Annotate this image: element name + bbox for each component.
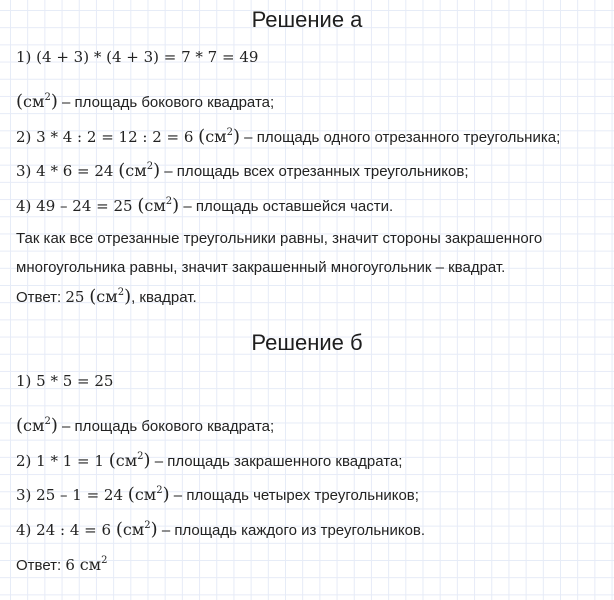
answer-label: Ответ:: [16, 557, 66, 574]
unit-exponent: 2: [156, 485, 163, 496]
section-a-step-2: [16, 127, 560, 148]
close-paren: ): [124, 286, 132, 307]
open-paren: (: [118, 160, 126, 181]
section-a-answer: [16, 287, 197, 308]
section-a-title: Решение а: [251, 7, 363, 32]
unit-exponent: 2: [165, 196, 173, 207]
unit-label: см: [79, 555, 102, 574]
unit-label: см: [122, 520, 145, 539]
close-paren: ): [172, 195, 180, 216]
unit-exponent: 2: [101, 555, 108, 566]
section-a-explanation-line-1: Так как все отрезанные треугольники равны, значит стороны закрашенного: [16, 230, 543, 247]
section-b-step-1-unit-line: [16, 416, 274, 437]
section-a-step-3: [16, 161, 469, 182]
step-description: – площадь бокового квадрата;: [57, 418, 275, 435]
section-b-title: Решение б: [251, 330, 363, 355]
unit-exponent: 2: [117, 287, 125, 298]
unit-label: см: [115, 451, 138, 470]
close-paren: ): [143, 450, 151, 471]
close-paren: ): [153, 160, 161, 181]
close-paren: ): [232, 126, 241, 147]
open-paren: (: [108, 450, 116, 471]
open-paren: (: [127, 484, 135, 505]
step-expression: 1) 5 * 5 = 25: [16, 372, 114, 390]
answer-suffix: , квадрат.: [131, 289, 197, 306]
step-expression: 1) (4 + 3) * (4 + 3) = 7 * 7 = 49: [16, 48, 259, 66]
step-description: – площадь всех отрезанных треугольников;: [160, 163, 469, 180]
unit-label: см: [125, 161, 147, 180]
unit-label: см: [144, 196, 166, 215]
step-description: – площадь четырех треугольников;: [169, 487, 419, 504]
step-description: – площадь одного отрезанного треугольника;: [240, 129, 561, 146]
step-description: – площадь закрашенного квадрата;: [150, 453, 403, 470]
unit-exponent: 2: [44, 416, 51, 427]
step-expression: 3) 4 * 6 = 24: [16, 162, 119, 180]
step-expression: 3) 25 – 1 = 24: [16, 486, 128, 504]
step-expression: 4) 49 – 24 = 25: [16, 197, 138, 215]
unit-label: см: [23, 92, 45, 111]
step-expression: 2) 3 * 4 : 2 = 12 : 2 = 6: [16, 128, 199, 146]
unit-exponent: 2: [137, 451, 144, 462]
unit-exponent: 2: [44, 92, 51, 103]
section-a-explanation-line-2: многоугольника равны, значит закрашенный многоугольник – квадрат.: [16, 259, 506, 276]
section-b-step-2: [16, 451, 402, 472]
section-b-step-3: [16, 485, 419, 506]
unit-label: см: [23, 416, 45, 435]
close-paren: ): [162, 484, 170, 505]
section-b-step-1: [16, 371, 113, 392]
step-description: – площадь оставшейся части.: [179, 198, 394, 215]
unit-exponent: 2: [146, 161, 154, 172]
open-paren: (: [115, 519, 123, 540]
step-description: – площадь каждого из треугольников.: [157, 522, 426, 539]
section-b-answer: [16, 555, 107, 576]
step-expression: 4) 24 : 4 = 6: [16, 521, 116, 539]
open-paren: (: [16, 91, 24, 112]
unit-label: см: [134, 485, 157, 504]
open-paren: (: [16, 415, 24, 436]
close-paren: ): [50, 415, 58, 436]
close-paren: ): [50, 91, 58, 112]
open-paren: (: [137, 195, 145, 216]
unit-exponent: 2: [226, 127, 233, 138]
unit-exponent: 2: [144, 520, 151, 531]
step-description: – площадь бокового квадрата;: [57, 94, 275, 111]
unit-label: см: [96, 287, 118, 306]
unit-label: см: [205, 127, 227, 146]
section-a-step-1: [16, 47, 258, 68]
open-paren: (: [89, 286, 97, 307]
answer-value: 6: [65, 556, 80, 574]
section-a-step-4: [16, 196, 393, 217]
open-paren: (: [198, 126, 206, 147]
section-a-step-1-unit-line: [16, 92, 274, 113]
answer-label: Ответ:: [16, 289, 66, 306]
answer-value: 25: [65, 288, 90, 306]
close-paren: ): [150, 519, 158, 540]
step-expression: 2) 1 * 1 = 1: [16, 452, 109, 470]
section-b-step-4: [16, 520, 425, 541]
